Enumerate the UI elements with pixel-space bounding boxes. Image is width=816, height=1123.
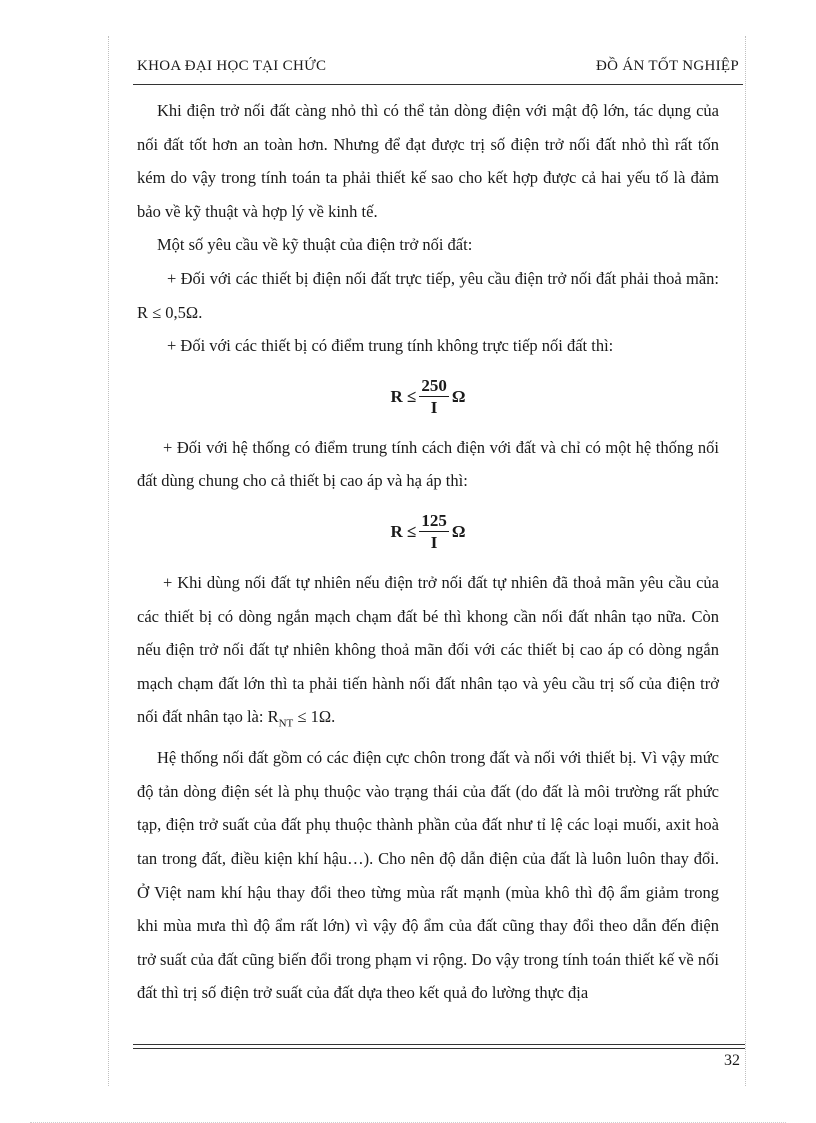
paragraph-grounding-resistance: Khi điện trở nối đất càng nhỏ thì có thể tản dòng điện với mật độ lớn, tác dụng của nối đất tốt hơn an toàn hơn. Nhưng để đạt được trị số điện trở nối đất nhỏ thì rất tốn kém do vậy trong tính toán ta phải thiết kế sao cho kết hợp được cả hai yếu tố là đảm bảo về kỹ thuật và hợp lý về kinh tế. (137, 101, 719, 221)
formula-250-unit: Ω (451, 387, 466, 407)
formula-250-fraction (419, 377, 449, 416)
formula-125-fraction (419, 512, 449, 551)
paragraph-direct-grounding: + Đối với các thiết bị điện nối đất trực tiếp, yêu cầu điện trở nối đất phải thoả mãn: R ≤ 0,5Ω. (137, 268, 719, 322)
formula-250-denominator: I (430, 398, 438, 418)
rnt-subscript: NT (278, 717, 294, 730)
paragraph-grounding-system: Hệ thống nối đất gồm có các điện cực chôn trong đất và nối với thiết bị. Vì vậy mức độ tản dòng điện sét là phụ thuộc vào trạng thái của đất (do đất là môi trường rất phức tạp, điện trở suất của đất phụ thuộc thành phần của đất như tỉ lệ các loại muối, axit hoà tan trong đất, điều kiện khí hậu…). Cho nên độ dẫn điện của đất là luôn luôn thay đổi. Ở Việt nam khí hậu thay đổi theo từng mùa rất mạnh (mùa khô thì độ ẩm giảm trong khi mùa mưa thì độ ẩm rất lớn) vì vậy độ ẩm của đất cũng thay đổi theo dẫn đến điện trở suất của đất cũng biến đổi trong phạm vi rộng. Do vậy trong tính toán thiết kế về nối đất thì trị số điện trở suất của đất dựa theo kết quả đo lường thực địa (137, 748, 719, 1003)
formula-250 (137, 363, 719, 431)
footer-rule-top (133, 1044, 745, 1045)
header-rule (133, 84, 743, 85)
paragraph-natural-grounding (137, 566, 719, 741)
formula-125-denominator: I (430, 533, 438, 553)
paragraph-indirect-neutral: + Đối với các thiết bị có điểm trung tính không trực tiếp nối đất thì: (167, 336, 614, 356)
page-number: 32 (724, 1052, 740, 1069)
formula-125-unit: Ω (451, 522, 466, 542)
formula-250-lhs: R ≤ (390, 387, 417, 407)
page-header (137, 58, 739, 80)
paragraph-isolated-neutral: + Đối với hệ thống có điểm trung tính cách điện với đất và chỉ có một hệ thống nối đất dùng chung cho cả thiết bị cao áp và hạ áp thì: (137, 437, 719, 491)
footer-rule-bottom (133, 1048, 745, 1049)
formula-125-numerator: 125 (421, 511, 447, 531)
paragraph-natural-grounding-text: + Khi dùng nối đất tự nhiên nếu điện trở nối đất tự nhiên đã thoả mãn yêu cầu của các thiết bị có dòng ngắn mạch chạm đất bé thì khong cần nối đất nhân tạo nữa. Còn nếu điện trở nối đất tự nhiên không thoả mãn đối với các thiết bị cao áp có dòng ngắn mạch chạm đất lớn thì ta phải tiến hành nối đất nhân tạo và yêu cầu trị số của điện trở nối đất nhân tạo là: R (137, 572, 719, 727)
paragraph-natural-grounding-tail: ≤ 1Ω. (293, 707, 336, 727)
document-body (137, 94, 719, 1010)
formula-250-numerator: 250 (421, 376, 447, 396)
header-document-type: ĐỒ ÁN TỐT NGHIỆP (596, 58, 739, 74)
paragraph-requirements-intro: Một số yêu cầu về kỹ thuật của điện trở nối đất: (157, 235, 473, 255)
formula-125 (137, 498, 719, 566)
formula-125-lhs: R ≤ (390, 522, 417, 542)
header-department: KHOA ĐẠI HỌC TẠI CHỨC (137, 58, 327, 74)
